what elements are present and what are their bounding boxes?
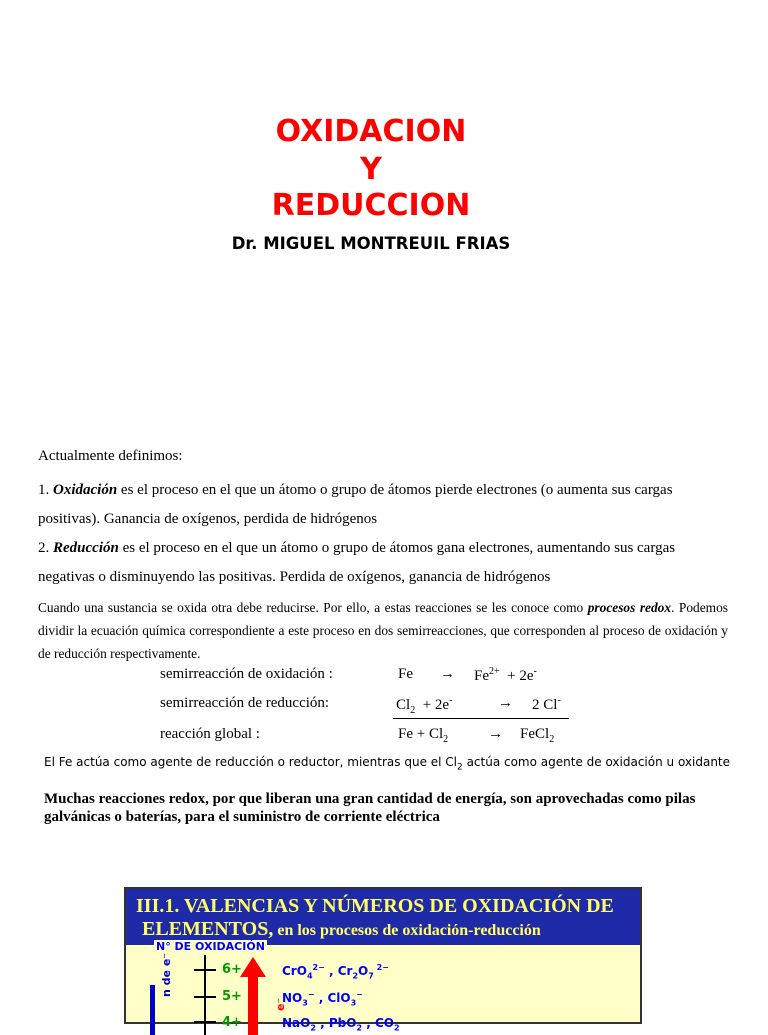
f5-b: ClO [327,991,351,1005]
agent-note-text-1: El Fe actúa como agente de reducción o reductor, mientras que el Cl [44,755,458,769]
eq-red-rhs-sup: - [557,695,561,706]
oxidation-numbers-slide [124,887,642,1033]
eq-ox-rhs1-sup: 2+ [489,666,500,677]
def2-term: Reducción [53,540,119,556]
def2-number: 2. [38,540,50,556]
title-line-1: OXIDACION [275,114,467,149]
redox-text-2: . Podemos dividir la ecuación química correspondiente a este proceso en dos semirreacciones, que corresponden al proceso de oxidación y de reducción respectivamente. [38,600,728,661]
axis-tick-5 [194,996,216,998]
f4-c-sub: 2 [393,1023,400,1033]
definition-oxidation [38,476,728,534]
def2-text: es el proceso en el que un átomo o grupo de átomos gana electrones, aumentando sus cargas negativas o disminuyendo las positivas. Perdida de oxígenos, ganancia de hidrógenos [38,540,676,585]
eq-reduction-lhs [396,695,452,716]
title-line-2: Y [360,152,382,187]
f6-b-sub: 2 [352,971,359,981]
slide-heading-2a: ELEMENTOS, [142,918,274,940]
agent-note-text-2: actúa como agente de oxidación u oxidante [462,755,731,769]
redox-paragraph [38,596,728,665]
eq-red-lhs1: Cl [396,697,411,713]
side-label-left: n de e⁻ [160,952,173,997]
oxidation-arrow-icon [238,955,268,1035]
eq-global-label: reacción global : [160,726,260,742]
eq-oxidation-label: semirreacción de oxidación : [160,666,333,682]
axis-line [204,955,206,1035]
slide-heading-2 [142,918,541,941]
author: Dr. MIGUEL MONTREUIL FRIAS [231,234,511,253]
slide-heading-2b: en los procesos de oxidación-reducción [273,922,541,939]
eq-ox-rhs1: Fe [474,668,489,684]
eq-reduction-rhs [532,695,561,714]
f5-sep: , [314,991,328,1005]
level-5: 5+ [222,989,242,1004]
eq-glob-lhs1-sub: 2 [443,734,449,745]
f6-a-sup: 2− [312,963,325,972]
eq-reduction-arrow: → [498,695,513,711]
f6-b2: O [358,964,369,978]
energy-paragraph: Muchas reacciones redox, por que liberan una gran cantidad de energía, son aprovechadas como pilas galvánicas o baterías, para el suministro de corriente eléctrica [44,791,696,825]
redox-term: procesos redox [587,600,672,615]
f4-a-sub: 2 [310,1023,316,1033]
f5-a-sub: 3 [302,998,308,1008]
f5-b-sub: 3 [350,998,357,1008]
agent-note-sub: 2 [457,762,463,773]
intro-text: Actualmente definimos: [38,448,183,464]
level-4: 4+ [222,1015,242,1030]
eq-global-rhs [520,726,554,745]
f5-b-sup: − [356,990,363,999]
eq-ox-rhs2-sup: - [533,666,537,677]
f4-a: NaO [282,1016,311,1030]
eq-global-arrow: → [488,726,503,742]
def1-number: 1. [38,482,50,498]
eq-oxidation-rhs [474,666,537,685]
f6-sep: , [324,964,338,978]
eq-oxidation-lhs: Fe [398,666,413,682]
eq-global-lhs [398,726,448,745]
f6-a: CrO [282,964,307,978]
f6-b: Cr [337,964,353,978]
axis-tick-4 [194,1021,216,1023]
f6-a-sub: 4 [306,971,313,981]
formula-row-6 [282,963,389,980]
oxidation-number-axis-label: N° DE OXIDACIÓN [156,940,265,953]
eq-glob-rhs-sub: 2 [549,734,555,745]
f4-c: CO [374,1016,394,1030]
level-6: 6+ [222,962,242,977]
def1-text: es el proceso en el que un átomo o grupo de átomos pierde electrones (o aumenta sus cargas positivas). Ganancia de oxígenos, perdida de hidrógenos [38,482,673,527]
eq-red-lhs2: + 2e [422,697,450,713]
eq-red-lhs2-sup: - [449,695,453,706]
f4-sep2: , [362,1016,375,1030]
f4-b: PbO [328,1016,357,1030]
f6-b2-sub: 7 [368,971,374,981]
eq-glob-lhs1: Fe + Cl [398,726,444,742]
def1-term: Oxidación [53,482,118,498]
equation-sum-line [393,718,569,719]
eq-red-lhs1-sub: 2 [410,705,416,716]
agent-note [44,755,730,772]
f4-b-sub: 2 [356,1023,363,1033]
eq-glob-rhs: FeCl [520,726,550,742]
f4-sep: , [315,1016,329,1030]
eq-ox-rhs2: + 2e [507,668,534,684]
redox-text-1: Cuando una sustancia se oxida otra debe reducirse. Por ello, a estas reacciones se les conoce como [38,600,588,615]
axis-tick-6 [194,969,216,971]
electron-gain-bar [150,985,155,1035]
eq-oxidation-arrow: → [440,666,455,682]
slide-heading-1: III.1. VALENCIAS Y NÚMEROS DE OXIDACIÓN DE [136,895,614,917]
formula-row-5 [282,990,363,1007]
formula-row-4 [282,1016,400,1032]
side-label-right: e⁻ [274,997,287,1011]
definition-reduction [38,534,728,592]
eq-red-rhs: 2 Cl [532,697,558,713]
eq-reduction-label: semirreacción de reducción: [160,695,330,711]
title-line-3: REDUCCION [271,188,471,223]
f6-b-sup: 2− [373,963,389,972]
f5-a-sup: − [307,990,315,999]
f5-a: NO [282,991,303,1005]
